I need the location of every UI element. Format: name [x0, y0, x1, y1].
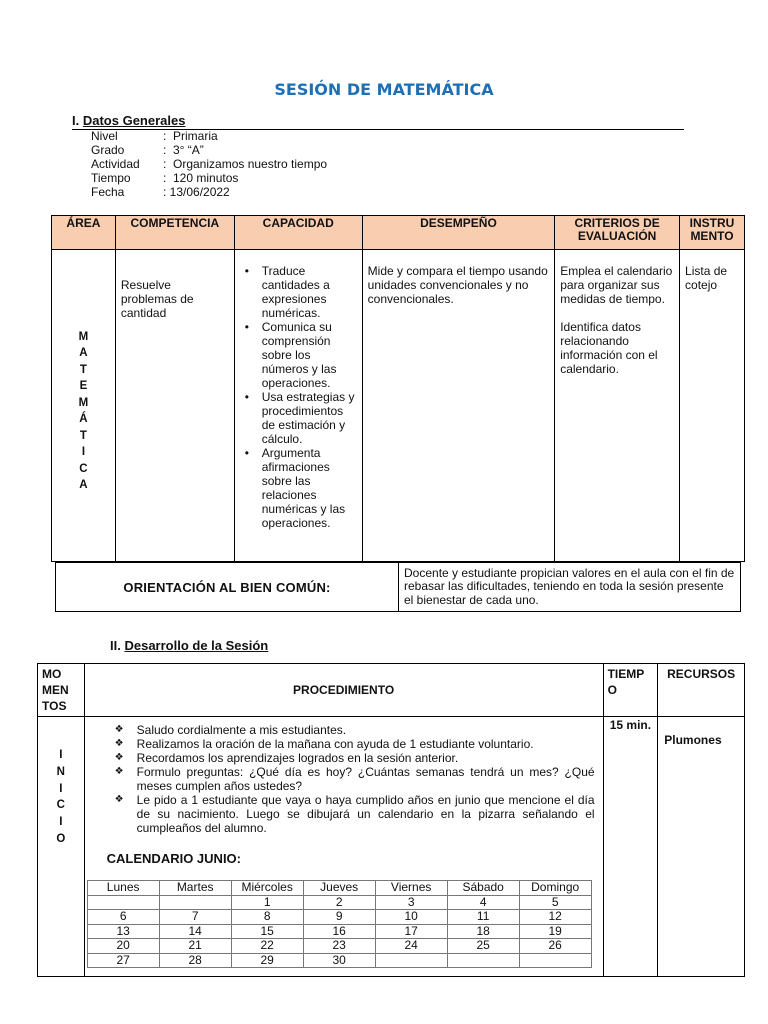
calendar-cell: 3 — [375, 895, 447, 910]
header-capacidad: CAPACIDAD — [234, 216, 362, 250]
calendar-cell: 26 — [519, 939, 591, 954]
calendar-cell: 20 — [87, 939, 159, 954]
calendar-cell: 6 — [87, 910, 159, 925]
calendar-cell: 29 — [231, 953, 303, 968]
calendar-cell: 24 — [375, 939, 447, 954]
general-row-tiempo — [91, 171, 327, 185]
calendar-cell: 18 — [447, 924, 519, 939]
header-momentos: MO MEN TOS — [38, 664, 85, 717]
calendar-cell: 5 — [519, 895, 591, 910]
general-row-actividad — [91, 157, 327, 171]
calendar-cell: 17 — [375, 924, 447, 939]
calendar-cell — [159, 895, 231, 910]
area-vertical-label: M A T E M Á T I C A — [52, 250, 116, 562]
calendar-cell: 2 — [303, 895, 375, 910]
calendar-day: Miércoles — [231, 881, 303, 896]
general-label: Grado — [91, 143, 125, 157]
list-item: • Comunica su comprensión sobre los números y las operaciones. — [240, 320, 357, 390]
list-item: ❖ Recordamos los aprendizajes logrados en la sesión anterior. — [115, 751, 595, 765]
orientacion-table — [55, 562, 741, 612]
development-table — [37, 663, 745, 977]
general-label: Nivel — [91, 129, 118, 143]
calendar-cell — [447, 953, 519, 968]
section-2-number: II. — [110, 638, 121, 653]
header-tiempo: TIEMP O — [603, 664, 658, 717]
calendar-cell — [375, 953, 447, 968]
list-item: ❖ Saludo cordialmente a mis estudiantes. — [115, 723, 595, 737]
list-item: • Argumenta afirmaciones sobre las relaciones numéricas y las operaciones. — [240, 446, 357, 530]
calendar-cell: 14 — [159, 924, 231, 939]
inicio-vertical-label: I N I C I O — [38, 717, 85, 977]
development-header-row — [38, 664, 745, 717]
section-2-label: Desarrollo de la Sesión — [124, 638, 269, 653]
recursos-cell: Plumones — [658, 717, 745, 977]
procedure-cell — [84, 717, 603, 977]
calendar-cell: 13 — [87, 924, 159, 939]
section-1-label: Datos Generales — [82, 113, 186, 128]
capacidad-list — [240, 264, 357, 530]
calendar-cell: 28 — [159, 953, 231, 968]
list-item: • Usa estrategias y procedimientos de estimación y cálculo. — [240, 390, 357, 446]
general-value: : 3° “A” — [163, 143, 204, 157]
header-criterios: CRITERIOS DE EVALUACIÓN — [555, 216, 680, 250]
calendar-day: Domingo — [519, 881, 591, 896]
general-label: Actividad — [91, 157, 140, 171]
calendar-week — [87, 924, 591, 939]
criterio-1: Emplea el calendario para organizar sus medidas de tiempo. — [560, 264, 673, 306]
calendar-cell: 15 — [231, 924, 303, 939]
page-title: SESIÓN DE MATEMÁTICA — [274, 80, 494, 99]
calendar-cell: 16 — [303, 924, 375, 939]
orientacion-text: Docente y estudiante propician valores en el aula con el fin de rebasar las dificultades, teniendo en toda la sesión presente el bienestar de cada uno. — [399, 563, 741, 612]
header-area: ÁREA — [52, 216, 116, 250]
list-item: ❖ Le pido a 1 estudiante que vaya o haya cumplido años en junio que mencione el día de su nacimiento. Luego se dibujará un calendario en la pizarra señalando el cumpleaños del alumno. — [115, 793, 595, 835]
competencies-table — [51, 215, 745, 562]
calendar-cell: 7 — [159, 910, 231, 925]
calendar-day: Lunes — [87, 881, 159, 896]
calendar-day: Jueves — [303, 881, 375, 896]
general-label: Fecha — [91, 185, 125, 199]
header-competencia: COMPETENCIA — [115, 216, 234, 250]
section-2-heading — [110, 638, 268, 653]
general-row-grado — [91, 143, 327, 157]
calendar-cell: 11 — [447, 910, 519, 925]
criterio-2: Identifica datos relacionando información con el calendario. — [560, 320, 658, 376]
calendar-cell — [519, 953, 591, 968]
calendar-cell: 30 — [303, 953, 375, 968]
header-procedimiento: PROCEDIMIENTO — [84, 664, 603, 717]
general-label: Tiempo — [91, 171, 131, 185]
competencies-body-row — [52, 250, 745, 562]
section-1-number: I. — [72, 113, 80, 128]
tiempo-cell: 15 min. — [603, 717, 658, 977]
calendar-week — [87, 953, 591, 968]
list-item: • Traduce cantidades a expresiones numéricas. — [240, 264, 357, 320]
calendar-week — [87, 895, 591, 910]
calendar-day: Martes — [159, 881, 231, 896]
calendar-cell: 19 — [519, 924, 591, 939]
desempeno-cell: Mide y compara el tiempo usando unidades convencionales y no convencionales. — [362, 250, 555, 562]
calendar-day: Viernes — [375, 881, 447, 896]
orientacion-label: ORIENTACIÓN AL BIEN COMÚN: — [56, 563, 399, 612]
header-recursos: RECURSOS — [658, 664, 745, 717]
general-value: : 13/06/2022 — [163, 185, 230, 199]
general-row-nivel — [91, 129, 327, 143]
calendar-day: Sábado — [447, 881, 519, 896]
calendar-cell: 9 — [303, 910, 375, 925]
calendar-cell: 10 — [375, 910, 447, 925]
calendar-cell: 12 — [519, 910, 591, 925]
list-item: ❖ Formulo preguntas: ¿Qué día es hoy? ¿Cuántas semanas tendrá un mes? ¿Qué meses cumplen años ustedes? — [115, 765, 595, 793]
competencies-header-row — [52, 216, 745, 250]
header-desempeno: DESEMPEÑO — [362, 216, 555, 250]
calendar-cell: 22 — [231, 939, 303, 954]
calendar-header-row — [87, 881, 591, 896]
section-1-heading — [72, 113, 684, 130]
general-value: : 120 minutos — [163, 171, 239, 185]
calendar-cell: 23 — [303, 939, 375, 954]
header-instrumento: INSTRU MENTO — [680, 216, 745, 250]
capacidad-cell — [234, 250, 362, 562]
inicio-row — [38, 717, 745, 977]
calendar-cell: 25 — [447, 939, 519, 954]
calendar-week — [87, 939, 591, 954]
general-data-list — [91, 129, 327, 199]
general-value: : Organizamos nuestro tiempo — [163, 157, 328, 171]
instrumento-cell: Lista de cotejo — [680, 250, 745, 562]
general-row-fecha — [91, 185, 327, 199]
calendar-table — [87, 880, 592, 968]
competencia-cell: Resuelve problemas de cantidad — [115, 250, 234, 562]
calendar-cell: 21 — [159, 939, 231, 954]
list-item: ❖ Realizamos la oración de la mañana con ayuda de 1 estudiante voluntario. — [115, 737, 595, 751]
calendar-title: CALENDARIO JUNIO: — [106, 851, 241, 866]
procedure-steps — [115, 723, 595, 835]
calendar-cell — [87, 895, 159, 910]
calendar-cell: 8 — [231, 910, 303, 925]
calendar-week — [87, 910, 591, 925]
calendar-cell: 1 — [231, 895, 303, 910]
general-value: : Primaria — [163, 129, 218, 143]
calendar-cell: 4 — [447, 895, 519, 910]
calendar-cell: 27 — [87, 953, 159, 968]
criterios-cell — [555, 250, 680, 562]
